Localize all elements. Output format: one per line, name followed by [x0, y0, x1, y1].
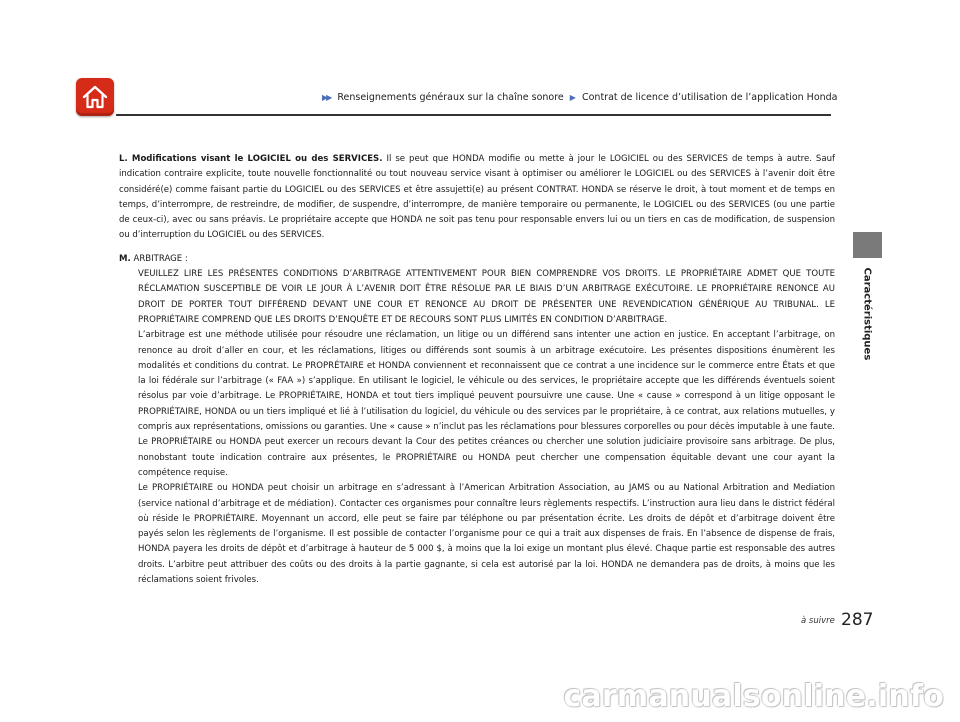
breadcrumb-arrow-icon: ▶	[569, 93, 576, 102]
section-m-paragraph-2: L’arbitrage est une méthode utilisée pour résoudre une réclamation, un litige ou un différend sans intenter une action en justice. En acceptant l’arbitrage, on renonce au droit d’aller en cour, et les réclamations, litiges ou différends sont soumis à un arbitrage exécutoire. Les présentes dispositions énumèrent les modalités et conditions du contrat. Le PROPRÉTAIRE et HONDA conviennent et reconnaissent que ce contrat a une incidence sur le commerce entre États et que la loi fédérale sur l’arbitrage (« FAA ») s’applique. En utilisant le logiciel, le véhicule ou des services, le propriétaire accepte que les différends éventuels soient résolus par voie d’arbitrage. Le PROPRIÉTAIRE, HONDA et tout tiers impliqué peuvent poursuivre une cause. Une « cause » correspond à un litige opposant le PROPRIÉTAIRE, HONDA ou un tiers impliqué et lié à l’utilisation du logiciel, du véhicule ou des services par le propriétaire, à ce contrat, aux relations mutuelles, y compris aux représentations, omissions ou garanties. Une « cause » n’inclut pas les réclamations pour blessures corporelles ou pour décès imputable à une faute. Le PROPRIÉTAIRE ou HONDA peut exercer un recours devant la Cour des petites créances ou chercher une solution judiciaire provisoire sans arbitrage. De plus, nonobstant toute indication contraire aux présentes, le PROPRIÉTAIRE ou HONDA peut chercher une compensation équitable devant une cour ayant la compétence requise.	[138, 330, 835, 478]
home-button[interactable]	[76, 78, 114, 116]
breadcrumb-item-license[interactable]: Contrat de licence d’utilisation de l’application Honda	[581, 92, 838, 103]
section-l	[119, 152, 835, 244]
breadcrumb	[322, 92, 838, 103]
header-divider	[116, 114, 831, 116]
section-m-body	[119, 267, 835, 588]
section-m-title-line	[119, 252, 835, 267]
page-number: 287	[841, 610, 874, 630]
section-m-label: M.	[119, 253, 131, 264]
section-m-paragraph-1: VEUILLEZ LIRE LES PRÉSENTES CONDITIONS D’ARBITRAGE ATTENTIVEMENT POUR BIEN COMPRENDRE VOS DROITS. LE PROPRIÉTAIRE ADMET QUE TOUTE RÉCLAMATION SUSCEPTIBLE DE VOIR LE JOUR À L’AVENIR DOIT ÊTRE RÉSOLUE PAR LE BIAIS D’UN ARBITRAGE EXÉCUTOIRE. LE PROPRIÉTAIRE RENONCE AU DROIT DE PORTER TOUT DIFFÉREND DEVANT UNE COUR ET RENONCE AU DROIT DE PRÉSENTER UNE REVENDICATION GÉNÉRIQUE AU TRIBUNAL. LE PROPRIÉTAIRE COMPREND QUE LES DROITS D’ENQUÊTE ET DE RECOURS SONT PLUS LIMITÉS EN CONDITION D’ARBITRAGE.	[138, 269, 835, 325]
section-tab-marker[interactable]	[853, 232, 882, 258]
page-content	[119, 152, 835, 588]
double-arrow-icon: ▶▶	[322, 93, 331, 102]
section-l-body: Il se peut que HONDA modifie ou mette à jour le LOGICIEL ou des SERVICES de temps à autre. Sauf indication contraire explicite, toute nouvelle fonctionnalité ou tout nouveau service visant à optimiser ou améliorer le LOGICIEL ou des SERVICES à l’avenir doit être considéré(e) comme faisant partie du LOGICIEL ou des SERVICES et être assujetti(e) au présent CONTRAT. HONDA se réserve le droit, à tout moment et de temps en temps, d’interrompre, de restreindre, de modifier, de suspendre, d’interrompre, de manière temporaire ou permanente, le LOGICIEL ou des SERVICES (ou une partie de ceux-ci), avec ou sans préavis. Le propriétaire accepte que HONDA ne soit pas tenu pour responsable envers lui ou un tiers en cas de modification, de suspension ou d’interruption du LOGICIEL ou des SERVICES.	[119, 154, 836, 241]
section-tab-label	[852, 262, 882, 422]
breadcrumb-item-audio[interactable]: Renseignements généraux sur la chaîne sonore	[337, 92, 564, 103]
section-l-heading: L. Modifications visant le LOGICIEL ou des SERVICES.	[119, 154, 383, 164]
section-m-title: ARBITRAGE :	[130, 253, 188, 264]
section-m-paragraph-3: Le PROPRIÉTAIRE ou HONDA peut choisir un arbitrage en s’adressant à l’American Arbitration Association, au JAMS ou au National Arbitration and Mediation (service national d’arbitrage et de médiation). Contacter ces organismes pour connaître leurs règlements respectifs. L’instruction aura lieu dans le district fédéral où réside le PROPRIÉTAIRE. Moyennant un accord, elle peut se faire par téléphone ou par présentation écrite. Les droits de dépôt et d’arbitrage doivent être payés selon les règlements de l’organisme. Il est possible de contacter l’organisme pour ce qui a trait aux dispenses de frais. En l’absence de dispense de frais, HONDA payera les droits de dépôt et d’arbitrage à hauteur de 5 000 $, à moins que la loi exige un montant plus élevé. Chaque partie est responsable des autres droits. L’arbitre peut attribuer des coûts ou des droits à la partie gagnante, si cela est autorisé par la loi. HONDA ne demandera pas de droits, à moins que les réclamations soient frivoles.	[138, 483, 835, 586]
watermark: carmanualsonline.info	[563, 679, 944, 714]
section-tab-text: Caractéristiques	[861, 267, 873, 361]
continued-label: à suivre	[801, 616, 835, 626]
home-icon	[81, 84, 109, 110]
